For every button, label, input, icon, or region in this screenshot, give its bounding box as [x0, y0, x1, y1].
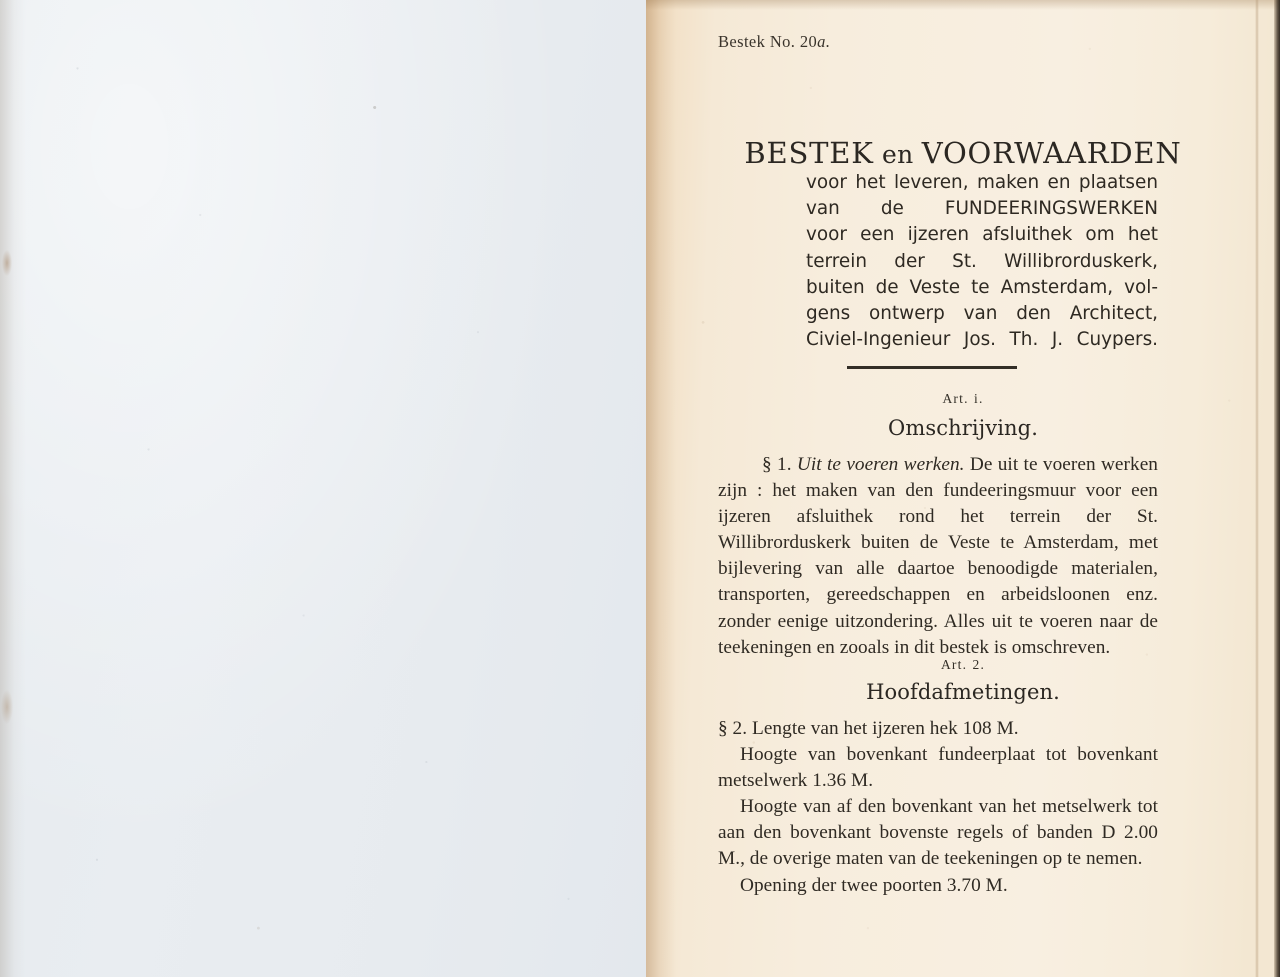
subtitle-line: van de FUNDEERINGSWERKEN	[806, 198, 1158, 220]
left-page-edge-shading	[0, 0, 26, 977]
paragraph-1-italic-title: Uit te voeren werken.	[796, 454, 965, 475]
article-2-paragraph	[718, 716, 1158, 899]
section-divider-rule	[847, 366, 1017, 369]
article-2-label	[646, 654, 1280, 674]
title-part-one: BESTEK	[744, 136, 874, 170]
article-1-paragraph	[718, 452, 1158, 661]
article-2-label-number: 2.	[972, 657, 986, 672]
page-title	[646, 136, 1280, 170]
measurement-line: Hoogte van af den bovenkant van het metselwerk tot aan den bovenkant bovenste regels of banden D 2.00 M., de overige maten van de teekeningen op te nemen.	[718, 796, 1158, 870]
paper-foxing-spot	[2, 250, 12, 276]
measurement-line: Hoogte van bovenkant fundeerplaat tot bovenkant metselwerk 1.36 M.	[718, 744, 1158, 792]
title-conjunction: en	[881, 140, 914, 169]
measurement-line: Lengte van het ijzeren hek 108 M.	[752, 718, 1019, 739]
running-head-suffix: a.	[817, 32, 831, 51]
paragraph-2-line	[718, 873, 1158, 899]
top-edge-shading	[646, 0, 1280, 10]
paragraph-1-body: De uit te voeren werken zijn : het maken van den fundeeringsmuur voor een ijzeren afsluithek rond het terrein der St. Willibrorduskerk buiten de Veste te Amsterdam, met bijlevering van alle daartoe benoodigde materialen, transporten, gereedschappen en arbeidsloonen enz. zonder eenige uitzondering. Alles uit te voeren naar de teekeningen en zooals in dit bestek is omschreven.	[718, 454, 1158, 658]
running-head-number: 20	[799, 32, 818, 51]
subtitle-line: buiten de Veste te Amsterdam, vol-	[806, 276, 1158, 298]
paper-foxing-spot	[1, 690, 13, 724]
paragraph-2-line	[718, 742, 1158, 794]
article-1-label-number: i.	[974, 391, 984, 406]
paragraph-1-marker: § 1.	[762, 454, 792, 475]
subtitle-line: voor het leveren, maken en plaatsen	[806, 172, 1158, 193]
subtitle-line: voor een ijzeren afsluithek om het	[806, 224, 1158, 246]
subtitle-line: gens ontwerp van den Architect,	[806, 303, 1158, 325]
running-head	[718, 32, 830, 52]
article-1-label-word: Art.	[942, 391, 969, 406]
paragraph-2-line	[718, 716, 1158, 742]
subtitle-line: Civiel-Ingenieur Jos. Th. J. Cuypers.	[806, 329, 1158, 351]
subtitle-line: terrein der St. Willibrorduskerk,	[806, 250, 1158, 272]
article-1-label	[646, 388, 1280, 408]
subtitle-block	[806, 170, 1158, 353]
article-1-heading: Omschrijving.	[888, 416, 1038, 440]
title-part-two: VOORWAARDEN	[921, 136, 1182, 170]
measurement-line: Opening der twee poorten 3.70 M.	[740, 874, 1008, 896]
paragraph-2-marker: § 2.	[718, 718, 748, 739]
running-head-prefix: Bestek No.	[718, 32, 800, 51]
article-2-heading: Hoofdafmetingen.	[866, 680, 1060, 704]
article-2-label-word: Art.	[940, 657, 968, 672]
paragraph-2-line	[718, 794, 1158, 872]
